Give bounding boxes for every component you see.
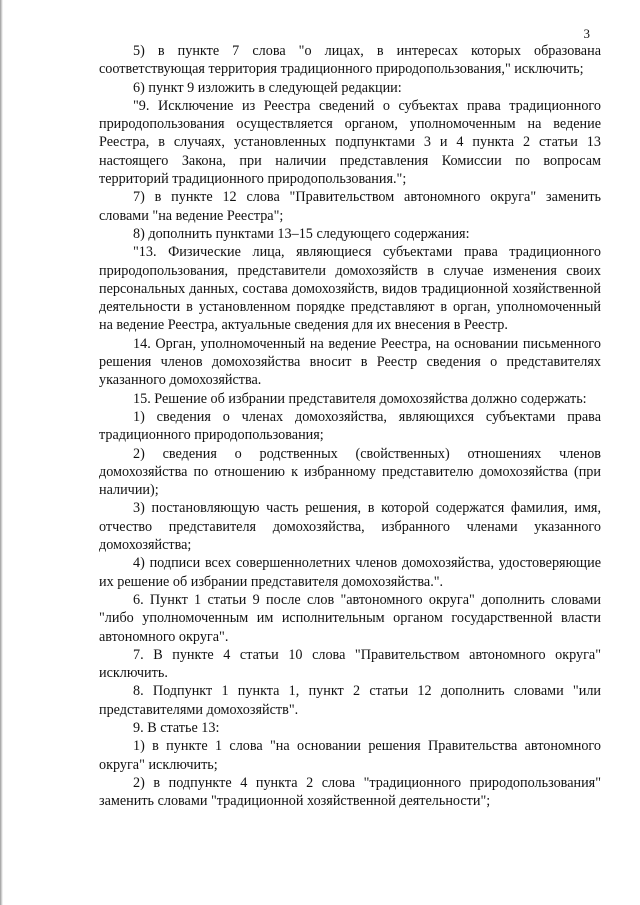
paragraph-item-13-text: "13. Физические лица, являющиеся субъектами права традиционного природопользования, представители домохозяйств в случае изменения своих персональных данных, состава домохозяйств, видов традиционной хозяйственной деятельности в установленном порядке представляют в орган, уполномоченный на ведение Реестра, актуальные сведения для их внесения в Реестр. [99, 244, 601, 334]
paragraph-amendment-6: 6) пункт 9 изложить в следующей редакции: [133, 79, 402, 96]
page-number: 3 [583, 26, 590, 41]
paragraph-section-8: 8. Подпункт 1 пункта 1, пункт 2 статьи 12 дополнить словами "или представителями домохозяйств". [99, 683, 601, 718]
paragraph-item-15-text: 15. Решение об избрании представителя домохозяйства должно содержать: [133, 390, 587, 407]
paragraph-section-9-item-1: 1) в пункте 1 слова "на основании решения Правительства автономного округа" исключить; [99, 738, 601, 773]
paragraph-section-9: 9. В статье 13: [133, 719, 220, 736]
paragraph-amendment-8: 8) дополнить пунктами 13–15 следующего содержания: [133, 225, 470, 242]
scan-edge [0, 0, 3, 905]
paragraph-item-14-text: 14. Орган, уполномоченный на ведение Реестра, на основании письменного решения членов домохозяйства вносит в Реестр сведения о представителях указанного домохозяйства. [99, 335, 601, 389]
paragraph-subitem-2: 2) сведения о родственных (свойственных) отношениях членов домохозяйства по отношению к избранному представителю домохозяйства (при наличии); [99, 445, 601, 499]
paragraph-subitem-4: 4) подписи всех совершеннолетних членов домохозяйства, удостоверяющие их решение об избрании представителя домохозяйства.". [99, 555, 601, 590]
paragraph-section-9-item-2: 2) в подпункте 4 пункта 2 слова "традиционного природопользования" заменить словами "традиционной хозяйственной деятельности"; [99, 774, 601, 810]
paragraph-subitem-3: 3) постановляющую часть решения, в которой содержатся фамилия, имя, отчество представителя домохозяйства, избранного членами указанного домохозяйства; [99, 500, 601, 554]
paragraph-section-6: 6. Пункт 1 статьи 9 после слов "автономного округа" дополнить словами "либо уполномоченным им исполнительным органом государственной власти автономного округа". [99, 591, 601, 645]
paragraph-amendment-5: 5) в пункте 7 слова "о лицах, в интересах которых образована соответствующая территория традиционного природопользования," исключить; [99, 43, 601, 78]
paragraph-item-9-text: "9. Исключение из Реестра сведений о субъектах права традиционного природопользования осуществляется органом, уполномоченным на ведение Реестра, в случаях, установленных подпунктами 3 и 4 пункта 2 статьи 13 настоящего Закона, при наличии представления Комиссии по вопросам территорий традиционного природопользования."; [99, 97, 601, 188]
paragraph-subitem-1: 1) сведения о членах домохозяйства, являющихся субъектами права традиционного природопользования; [99, 408, 601, 444]
paragraph-amendment-7: 7) в пункте 12 слова "Правительством автономного округа" заменить словами "на ведение Реестра"; [99, 189, 601, 224]
document-body [99, 42, 601, 810]
paragraph-section-7: 7. В пункте 4 статьи 10 слова "Правительством автономного округа" исключить. [99, 646, 601, 682]
